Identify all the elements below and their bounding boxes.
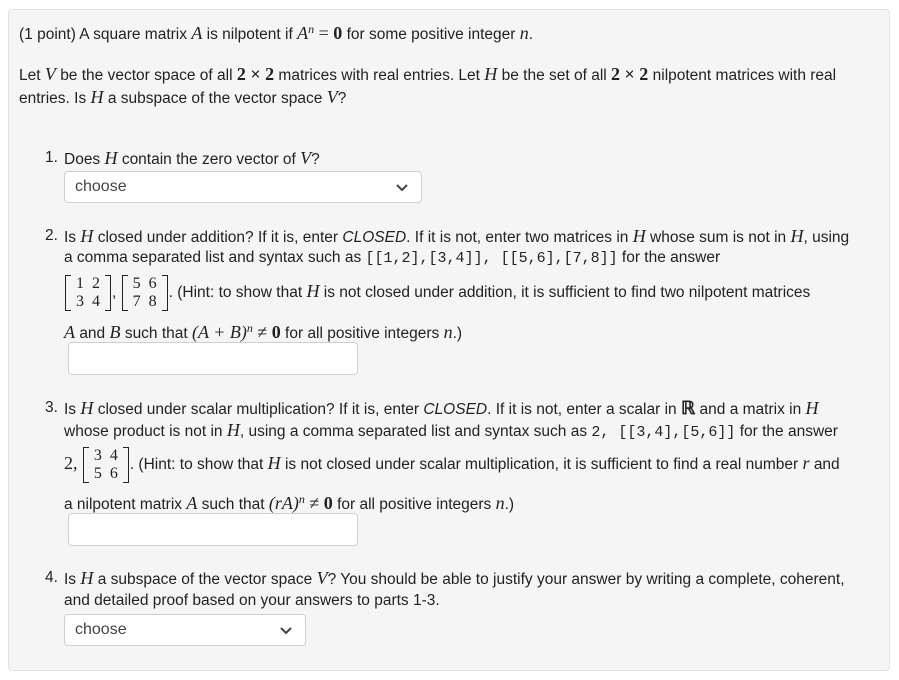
q4-line-2: and detailed proof based on your answers to parts 1-3. (64, 592, 440, 609)
q2-number: 2. (45, 227, 58, 244)
q4-number: 4. (45, 569, 58, 586)
q3-line-1: Is H closed under scalar multiplication? If it is, enter CLOSED. If it is not, enter a scalar in ℝ and a matrix in H (64, 398, 819, 418)
q1-number: 1. (45, 149, 58, 166)
q2-line-3: 1 2 3 4 , 5 6 7 8 . (Hint: to show that H is not closed under addition, it is sufficient to find two nilpotent matrices (64, 271, 810, 313)
q3-line-2: whose product is not in H, using a comma separated list and syntax such as 2, [[3,4],[5,6]] for the answer (64, 420, 838, 441)
q4-select[interactable] (64, 614, 306, 646)
setup-line-1: Let V be the vector space of all 2 × 2 matrices with real entries. Let H be the set of all 2 × 2 nilpotent matrices with real (19, 64, 837, 84)
q3-line-4: a nilpotent matrix A such that (rA)$^n$ ≠ 0 for all positive integers n.) (64, 492, 515, 514)
q4-select-value: choose (75, 621, 127, 638)
intro-line: (1 point) A square matrix A is nilpotent if $A^n = 0$ for some positive integer n. (19, 22, 534, 44)
q2-line-4: A and B such that $(A + B)^n \ne 0$ for all positive integers n.) (64, 321, 463, 343)
example-matrix-1: 1 2 3 4 (65, 275, 111, 311)
problem-panel (8, 9, 890, 671)
q2-line-2: a comma separated list and syntax such as [[1,2],[3,4]], [[5,6],[7,8]] for the answer (64, 249, 721, 267)
chevron-down-icon (395, 180, 409, 194)
q1-text: Does H contain the zero vector of V? (64, 148, 320, 168)
setup-line-2: entries. Is H a subspace of the vector space V? (19, 87, 347, 107)
chevron-down-icon (279, 623, 293, 637)
q2-answer-input[interactable] (68, 342, 358, 375)
example-matrix-2: 5 6 7 8 (122, 275, 168, 311)
q4-line-1: Is H a subspace of the vector space V? You should be able to justify your answer by writing a complete, coherent, (64, 568, 845, 588)
example-matrix-3: 3 4 5 6 (83, 447, 129, 483)
q3-line-3: 2, 3 4 5 6 . (Hint: to show that H is not closed under scalar multiplication, it is sufficient to find a real number r and (64, 446, 840, 482)
q1-select[interactable] (64, 171, 422, 203)
q3-answer-input[interactable] (68, 513, 358, 546)
q1-select-value: choose (75, 178, 127, 195)
q2-line-1: Is H closed under addition? If it is, enter CLOSED. If it is not, enter two matrices in H whose sum is not in H, using (64, 226, 850, 246)
q3-number: 3. (45, 399, 58, 416)
